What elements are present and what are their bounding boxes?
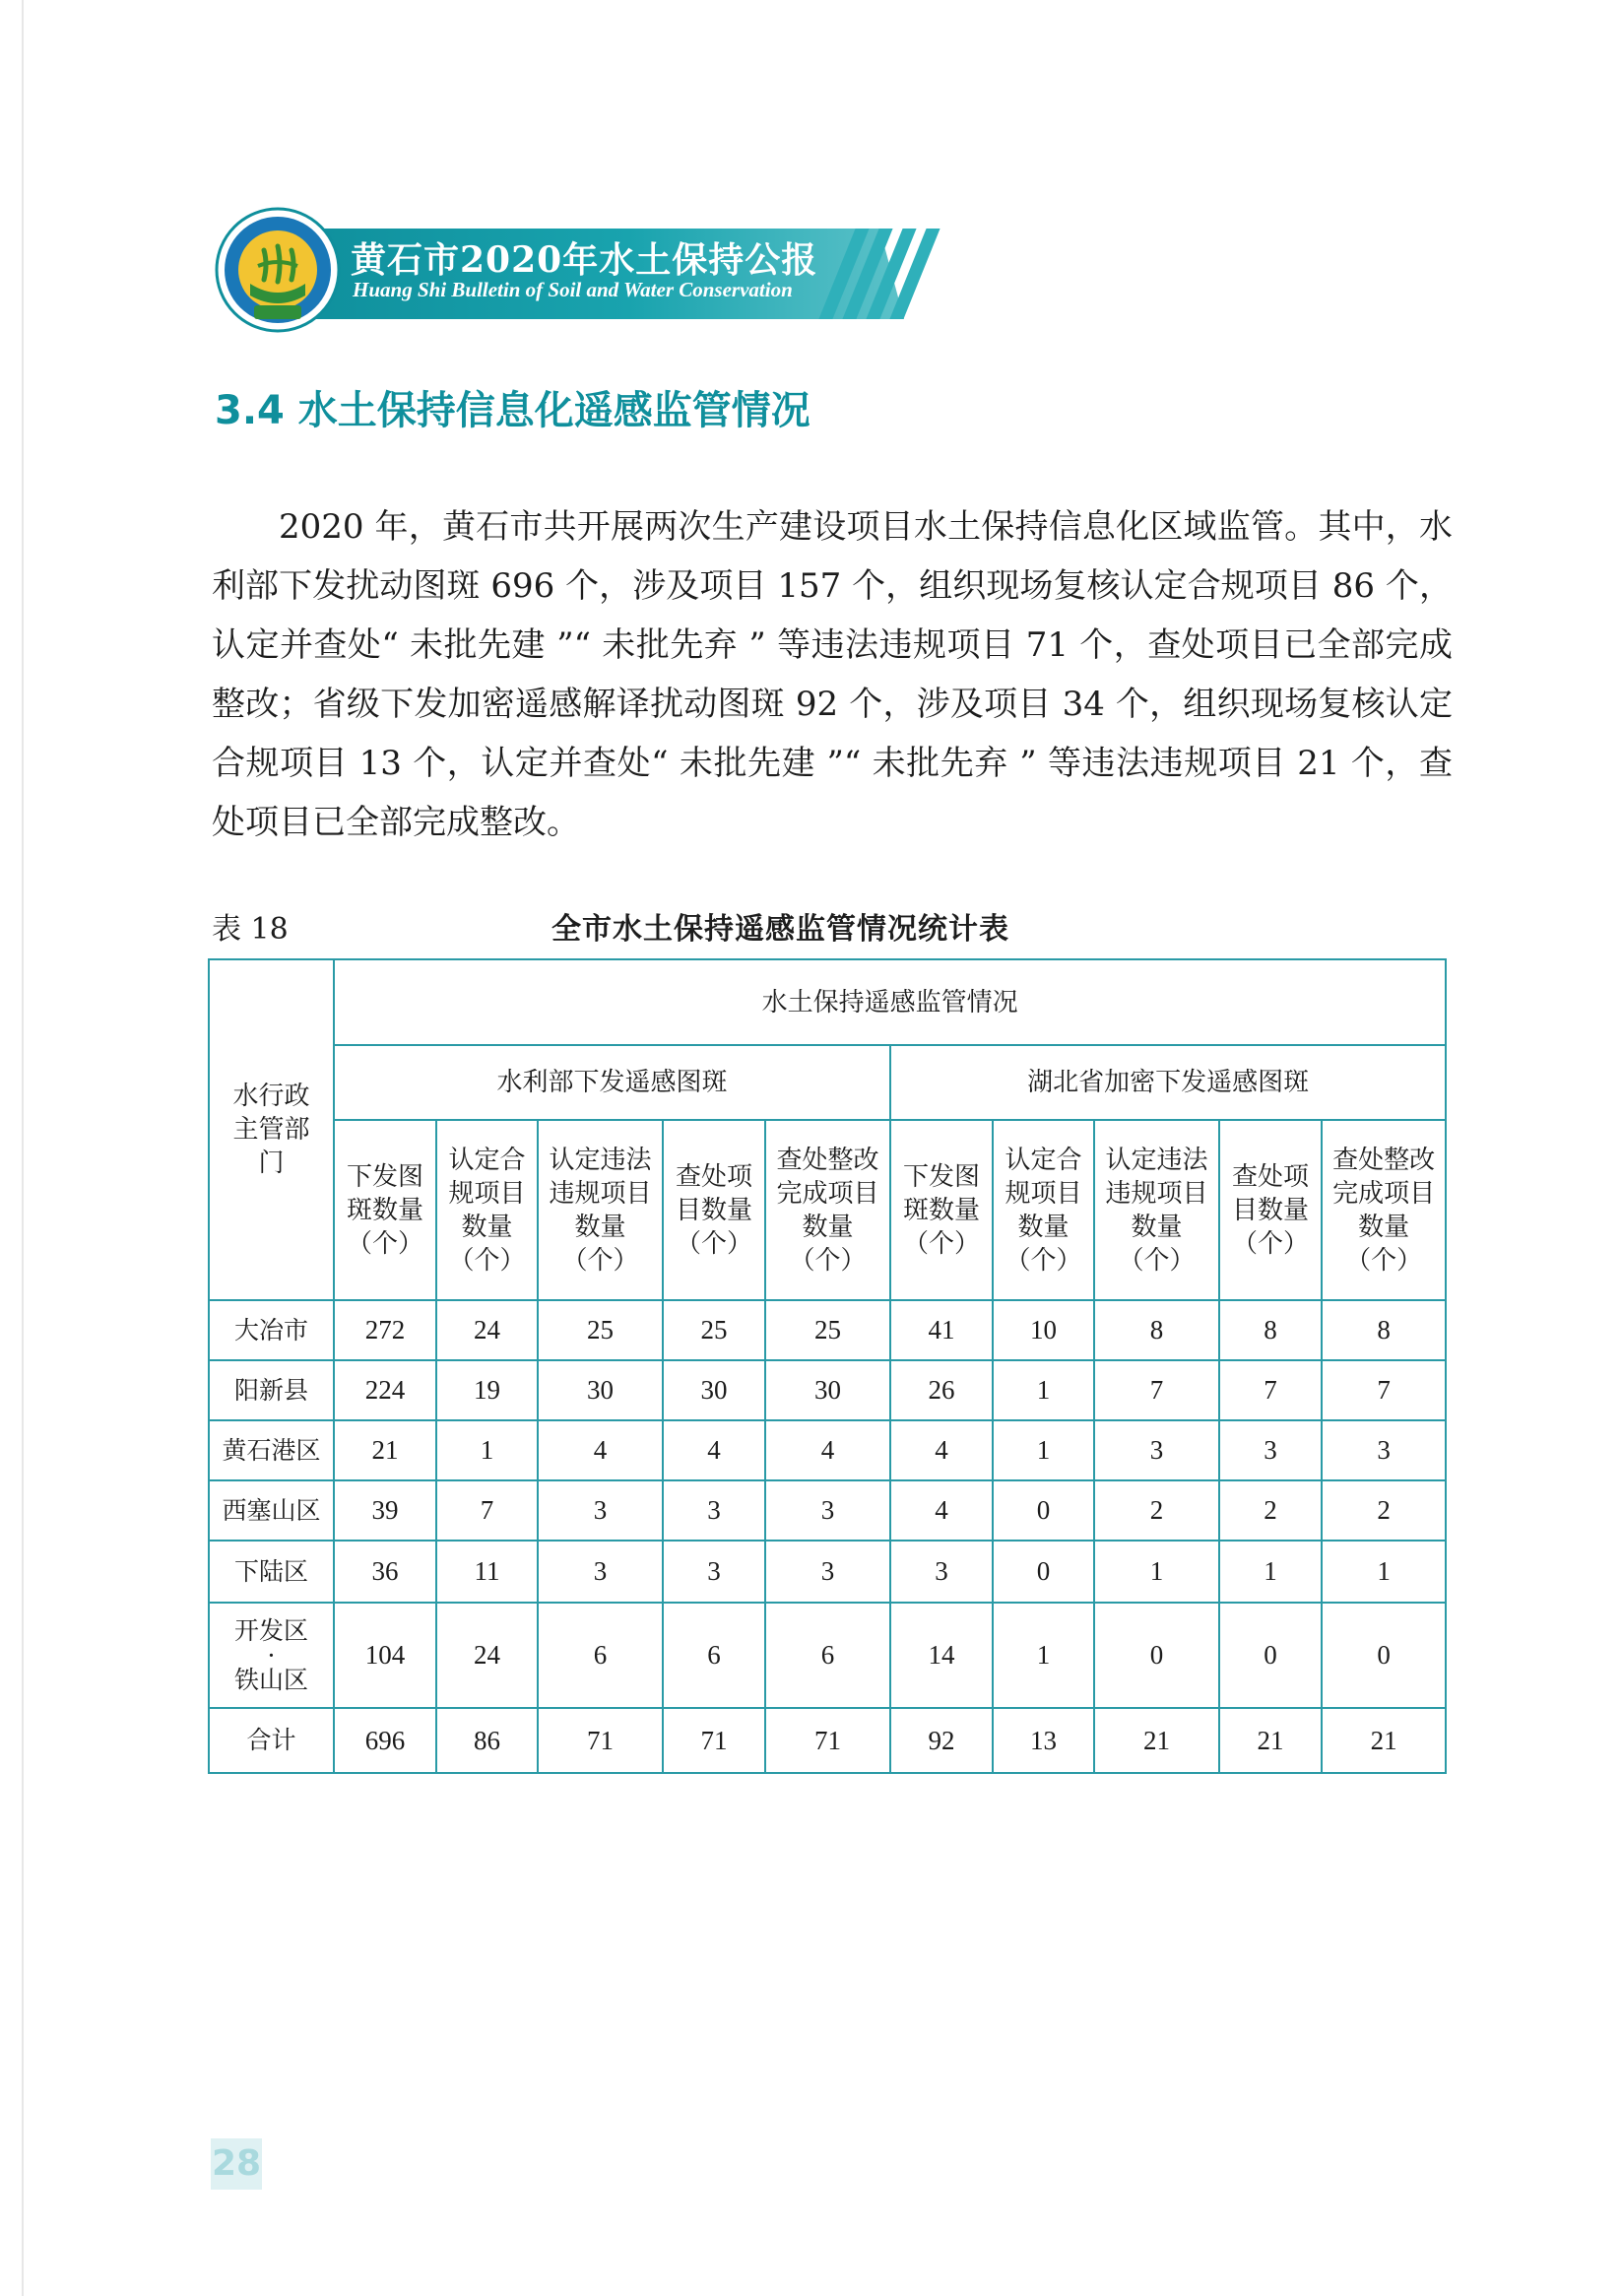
value-cell: 8 — [1094, 1300, 1219, 1360]
value-cell: 11 — [436, 1541, 538, 1603]
region-line: 开发区 — [233, 1615, 308, 1645]
value-cell: 21 — [334, 1420, 436, 1480]
value-cell: 8 — [1219, 1300, 1322, 1360]
column-header: 查处项目数量（个） — [663, 1120, 765, 1300]
value-cell: 25 — [765, 1300, 890, 1360]
value-cell: 8 — [1322, 1300, 1446, 1360]
value-cell: 6 — [765, 1603, 890, 1708]
value-cell: 3 — [663, 1480, 765, 1541]
table-row — [209, 1541, 1446, 1603]
value-cell: 10 — [993, 1300, 1094, 1360]
table-row — [209, 1480, 1446, 1541]
column-header: 认定违法违规项目数量（个） — [538, 1120, 663, 1300]
value-cell: 30 — [538, 1360, 663, 1420]
corner-header: 水行政主管部门 — [209, 959, 334, 1300]
table-row — [209, 1420, 1446, 1480]
value-cell: 3 — [1219, 1420, 1322, 1480]
banner-stripes — [827, 229, 936, 319]
column-header: 下发图斑数量（个） — [334, 1120, 436, 1300]
region-cell: 西塞山区 — [209, 1480, 334, 1541]
value-cell: 30 — [765, 1360, 890, 1420]
value-cell: 21 — [1322, 1708, 1446, 1773]
region-cell: 黄石港区 — [209, 1420, 334, 1480]
value-cell: 25 — [663, 1300, 765, 1360]
value-cell: 2 — [1094, 1480, 1219, 1541]
value-cell: 39 — [334, 1480, 436, 1541]
value-cell: 7 — [436, 1480, 538, 1541]
value-cell: 1 — [1322, 1541, 1446, 1603]
value-cell: 4 — [890, 1480, 993, 1541]
stats-table — [208, 958, 1447, 1774]
value-cell: 92 — [890, 1708, 993, 1773]
value-cell: 1 — [993, 1603, 1094, 1708]
body-paragraph: 2020 年，黄石市共开展两次生产建设项目水土保持信息化区域监管。其中，水利部下发扰动图斑 696 个，涉及项目 157 个，组织现场复核认定合规项目 86 个，认定并查处“ 未批先建 ”“ 未批先弃 ” 等违法违规项目 71 个，查处项目已全部完成整改；省级下发加密遥感解译扰动图斑 92 个，涉及项目 34 个，组织现场复核认定合规项目 13 个，认定并查处“ 未批先建 ”“ 未批先弃 ” 等违法违规项目 21 个，查处项目已全部完成整改。 — [212, 507, 1453, 842]
value-cell: 224 — [334, 1360, 436, 1420]
value-cell: 3 — [1322, 1420, 1446, 1480]
value-cell: 7 — [1094, 1360, 1219, 1420]
value-cell: 3 — [538, 1541, 663, 1603]
value-cell: 13 — [993, 1708, 1094, 1773]
region-separator: · — [267, 1640, 276, 1670]
value-cell: 1 — [436, 1420, 538, 1480]
value-cell: 0 — [993, 1541, 1094, 1603]
region-cell: 合计 — [209, 1708, 334, 1773]
value-cell: 1 — [993, 1420, 1094, 1480]
value-cell: 4 — [538, 1420, 663, 1480]
region-line: 铁山区 — [233, 1665, 308, 1694]
page-edge — [22, 0, 24, 2296]
value-cell: 0 — [993, 1480, 1094, 1541]
value-cell: 71 — [538, 1708, 663, 1773]
value-cell: 3 — [1094, 1420, 1219, 1480]
value-cell: 696 — [334, 1708, 436, 1773]
page-number: 28 — [211, 2138, 262, 2190]
value-cell: 4 — [663, 1420, 765, 1480]
value-cell: 14 — [890, 1603, 993, 1708]
value-cell: 36 — [334, 1541, 436, 1603]
value-cell: 26 — [890, 1360, 993, 1420]
value-cell: 41 — [890, 1300, 993, 1360]
region-cell-combined — [209, 1603, 334, 1708]
column-header: 认定违法违规项目数量（个） — [1094, 1120, 1219, 1300]
value-cell: 4 — [890, 1420, 993, 1480]
column-header: 查处项目数量（个） — [1219, 1120, 1322, 1300]
value-cell: 19 — [436, 1360, 538, 1420]
table-row — [209, 1300, 1446, 1360]
table-row — [209, 1360, 1446, 1420]
table-caption-title: 全市水土保持遥感监管情况统计表 — [551, 912, 1009, 947]
region-cell: 大冶市 — [209, 1300, 334, 1360]
value-cell: 272 — [334, 1300, 436, 1360]
header-banner — [215, 207, 924, 335]
value-cell: 1 — [993, 1360, 1094, 1420]
table-row — [209, 1603, 1446, 1708]
subgroup-header-ministry: 水利部下发遥感图斑 — [334, 1045, 890, 1120]
value-cell: 24 — [436, 1603, 538, 1708]
value-cell: 3 — [663, 1541, 765, 1603]
region-cell: 阳新县 — [209, 1360, 334, 1420]
value-cell: 3 — [765, 1541, 890, 1603]
value-cell: 71 — [663, 1708, 765, 1773]
value-cell: 3 — [890, 1541, 993, 1603]
group-header: 水土保持遥感监管情况 — [334, 959, 1446, 1045]
value-cell: 30 — [663, 1360, 765, 1420]
table-caption-number: 表 18 — [212, 912, 289, 947]
value-cell: 7 — [1322, 1360, 1446, 1420]
value-cell: 6 — [538, 1603, 663, 1708]
value-cell: 71 — [765, 1708, 890, 1773]
bulletin-subtitle: Huang Shi Bulletin of Soil and Water Conservation — [353, 278, 793, 301]
value-cell: 24 — [436, 1300, 538, 1360]
value-cell: 0 — [1094, 1603, 1219, 1708]
value-cell: 1 — [1094, 1541, 1219, 1603]
value-cell: 21 — [1219, 1708, 1322, 1773]
value-cell: 86 — [436, 1708, 538, 1773]
value-cell: 21 — [1094, 1708, 1219, 1773]
total-row — [209, 1708, 1446, 1773]
column-header: 认定合规项目数量（个） — [993, 1120, 1094, 1300]
value-cell: 2 — [1322, 1480, 1446, 1541]
value-cell: 6 — [663, 1603, 765, 1708]
subgroup-header-province: 湖北省加密下发遥感图斑 — [890, 1045, 1446, 1120]
value-cell: 7 — [1219, 1360, 1322, 1420]
value-cell: 2 — [1219, 1480, 1322, 1541]
value-cell: 0 — [1219, 1603, 1322, 1708]
soil-water-logo-icon — [215, 207, 341, 333]
value-cell: 3 — [538, 1480, 663, 1541]
column-header: 认定合规项目数量（个） — [436, 1120, 538, 1300]
value-cell: 3 — [765, 1480, 890, 1541]
column-header: 下发图斑数量（个） — [890, 1120, 993, 1300]
value-cell: 4 — [765, 1420, 890, 1480]
value-cell: 0 — [1322, 1603, 1446, 1708]
value-cell: 1 — [1219, 1541, 1322, 1603]
value-cell: 25 — [538, 1300, 663, 1360]
column-header: 查处整改完成项目数量（个） — [765, 1120, 890, 1300]
value-cell: 104 — [334, 1603, 436, 1708]
region-cell: 下陆区 — [209, 1541, 334, 1603]
bulletin-title: 黄石市2020年水土保持公报 — [351, 239, 818, 281]
column-header: 查处整改完成项目数量（个） — [1322, 1120, 1446, 1300]
section-heading: 3.4 水土保持信息化遥感监管情况 — [215, 388, 810, 433]
